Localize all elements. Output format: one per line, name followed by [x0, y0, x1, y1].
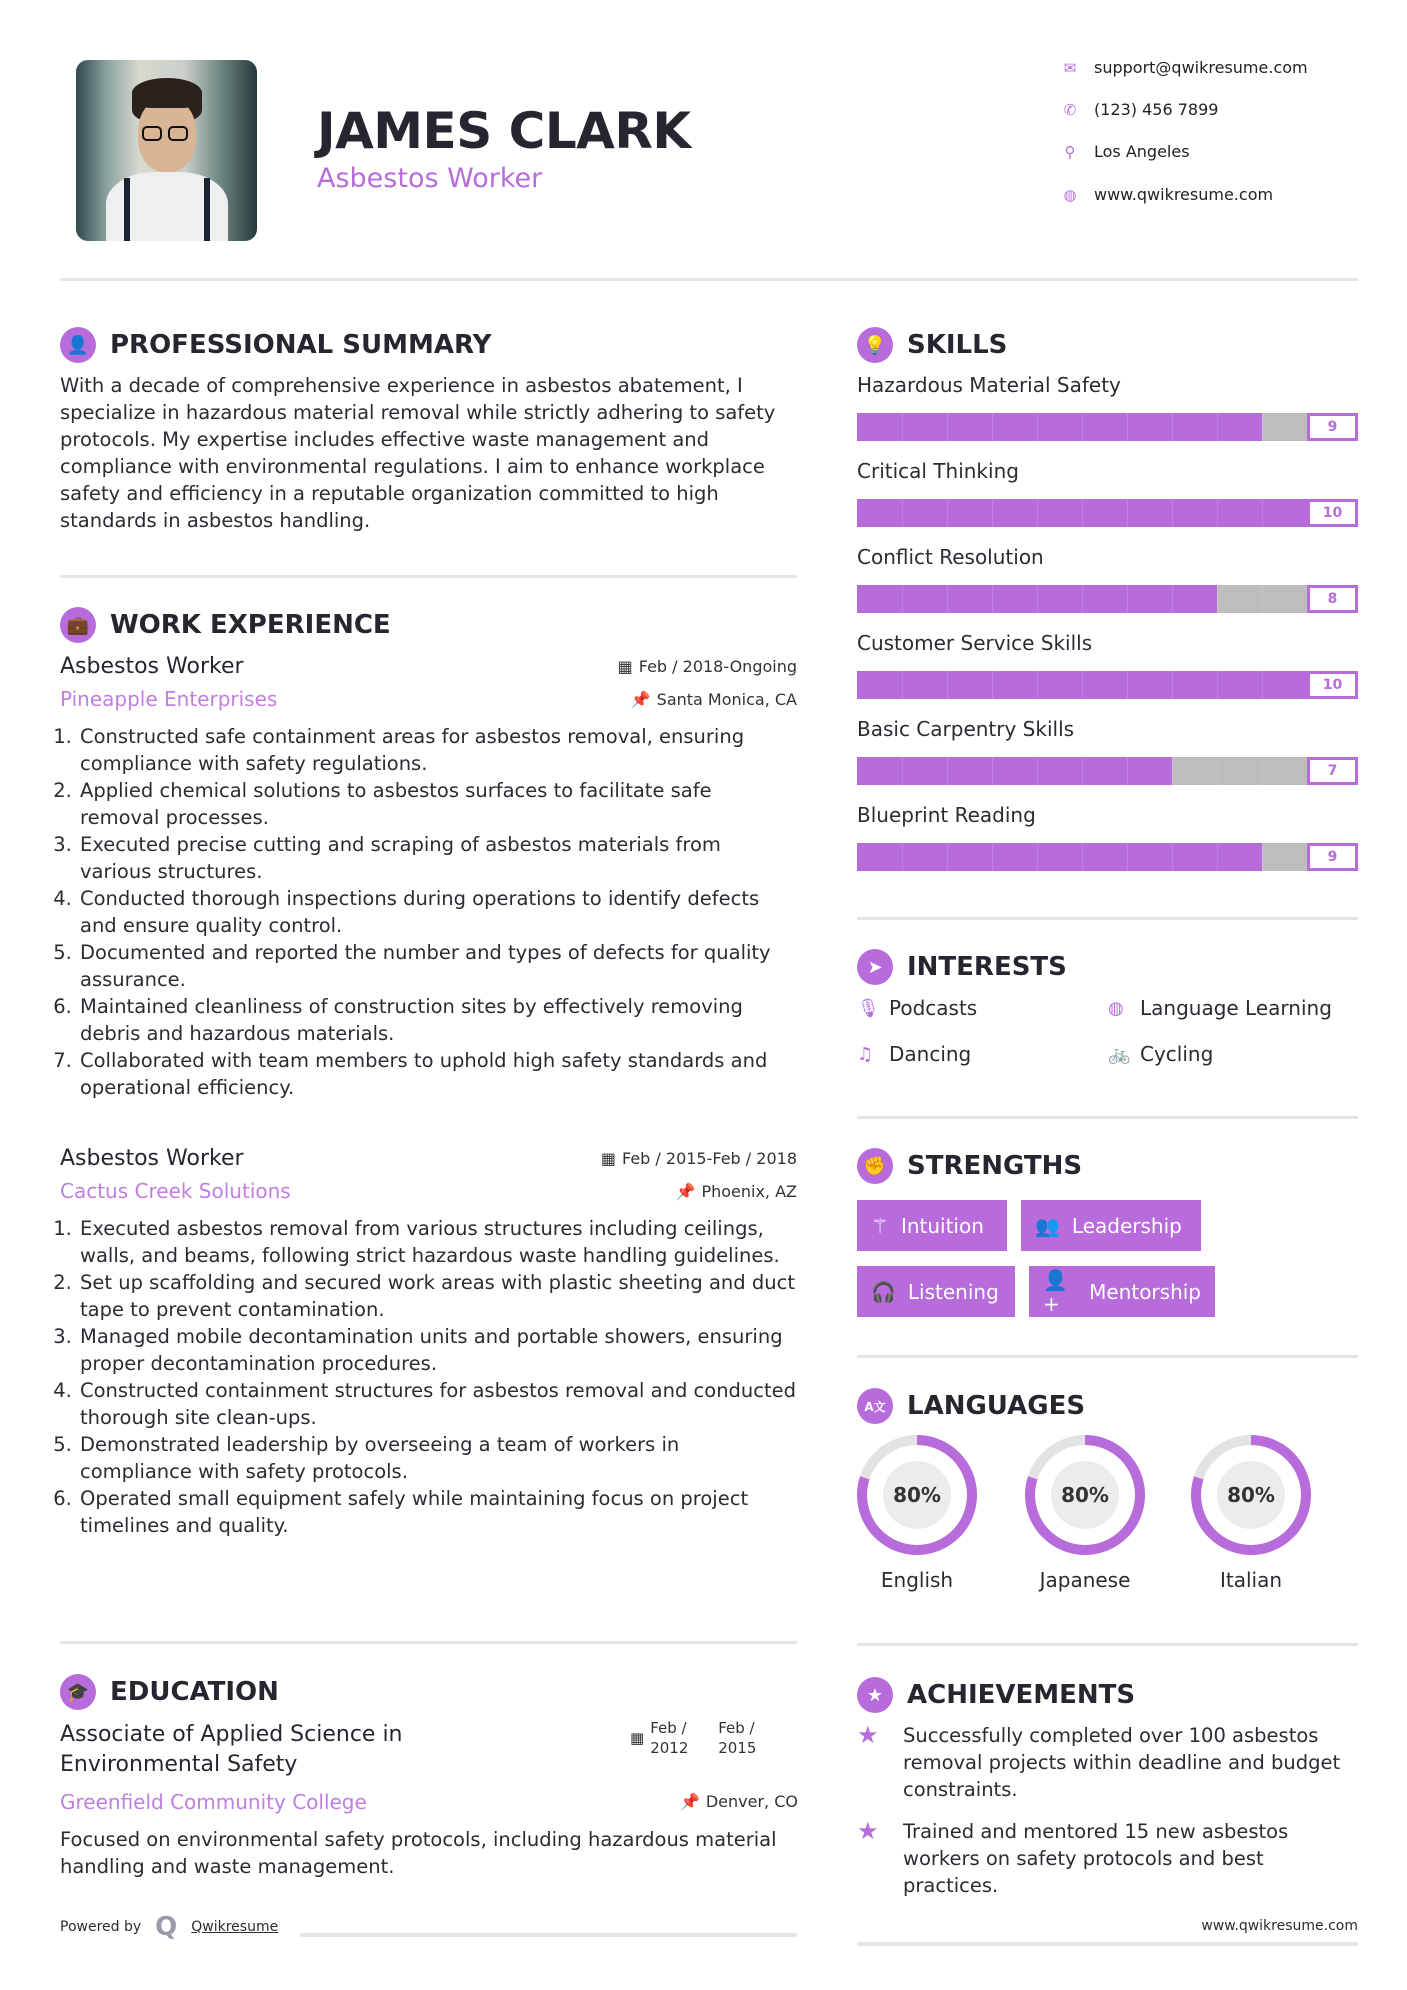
skill-bar-fill — [857, 757, 1172, 785]
candidate-name: JAMES CLARK — [317, 102, 691, 160]
phone-text: (123) 456 7899 — [1094, 100, 1219, 119]
language-item — [1186, 1434, 1316, 1592]
skill-bar — [857, 843, 1358, 871]
skill-level-value: 8 — [1307, 585, 1358, 613]
skills-heading: 💡 SKILLS — [857, 327, 1007, 363]
pin-icon: 📌 — [630, 689, 651, 709]
skill-bar-segment — [1172, 499, 1173, 527]
skill-bar-segment — [1127, 585, 1128, 613]
skill-bar — [857, 499, 1358, 527]
star-badge-icon: ★ — [857, 1677, 893, 1713]
language-icon: A文 — [857, 1388, 893, 1424]
skill-name: Critical Thinking — [857, 459, 1019, 483]
skill-bar-segment — [1082, 671, 1083, 699]
summary-text: With a decade of comprehensive experience in asbestos abatement, I specialize in hazardous material removal while strictly adhering to safety protocols. My expertise includes effective waste management and compliance with environmental regulations. I aim to enhance workplace safety and efficiency in a reputable organization committed to high standards in asbestos handling. — [60, 374, 776, 532]
skill-bar-segment — [992, 843, 993, 871]
map-marker-icon: ⚲ — [1064, 142, 1076, 161]
skill-name: Conflict Resolution — [857, 545, 1044, 569]
skill-bar-segment — [902, 671, 903, 699]
skill-bar — [857, 413, 1358, 441]
skill-bar-segment — [1217, 843, 1218, 871]
work-heading: 💼 WORK EXPERIENCE — [60, 607, 391, 643]
skill-bar-segment — [1082, 585, 1083, 613]
skill-bar-segment — [1217, 585, 1218, 613]
skill-bar-segment — [1127, 843, 1128, 871]
contact-location — [1060, 142, 1190, 161]
skill-bar-segment — [1217, 757, 1218, 785]
skill-bar-fill — [857, 843, 1262, 871]
calendar-icon: ▦ — [600, 1149, 616, 1168]
job-location: 📌 Santa Monica, CA — [630, 689, 797, 709]
calendar-icon: ▦ — [617, 657, 633, 676]
language-percent: 80% — [893, 1483, 941, 1507]
skill-bar-segment — [1127, 757, 1128, 785]
bullet-item: 2. Set up scaffolding and secured work areas with plastic sheeting and duct tape to prevent contamination. — [78, 1269, 797, 1323]
skill-level-value: 9 — [1307, 413, 1358, 441]
bullet-item: 5. Documented and reported the number and types of defects for quality assurance. — [78, 939, 797, 993]
job-title: Asbestos Worker — [60, 654, 244, 679]
phone-icon: ✆ — [1063, 100, 1077, 119]
music-icon: ♫ — [857, 1043, 874, 1065]
footer-line — [857, 1942, 1358, 1946]
email-text: support@qwikresume.com — [1094, 58, 1308, 77]
skill-bar-segment — [1127, 671, 1128, 699]
education-location: 📌 Denver, CO — [679, 1792, 798, 1811]
qwikresume-logo-icon: Q — [155, 1912, 178, 1942]
skill-bar-segment — [1082, 413, 1083, 441]
divider — [857, 1643, 1358, 1646]
end-date: Feb / 2015 — [718, 1719, 757, 1757]
education-dates — [630, 1718, 770, 1758]
achievement-item: ★ Successfully completed over 100 asbestos removal projects within deadline and budget constraints. — [857, 1721, 1341, 1801]
job-entry — [60, 1146, 797, 1539]
language-name: Italian — [1219, 1568, 1283, 1592]
qwikresume-link[interactable]: Qwikresume — [191, 1919, 279, 1935]
skill-bar-segment — [992, 413, 993, 441]
skill-bar-segment — [1217, 671, 1218, 699]
footer-website[interactable]: www.qwikresume.com — [1201, 1918, 1358, 1934]
bullet-item: 3. Executed precise cutting and scraping of asbestos materials from various structures. — [78, 831, 797, 885]
skill-bar-segment — [902, 757, 903, 785]
calendar-icon: ▦ — [630, 1729, 645, 1747]
divider — [60, 575, 797, 578]
skill-bar-segment — [992, 499, 993, 527]
company-name: Pineapple Enterprises — [60, 687, 278, 711]
envelope-icon: ✉ — [1063, 58, 1077, 77]
skill-bar-segment — [1217, 499, 1218, 527]
briefcase-icon: 💼 — [60, 607, 96, 643]
contact-phone — [1060, 100, 1218, 119]
bullet-item: 3. Managed mobile decontamination units and portable showers, ensuring proper decontamination procedures. — [78, 1323, 797, 1377]
language-donut — [1024, 1434, 1146, 1556]
achievement-item: ★ Trained and mentored 15 new asbestos workers on safety protocols and best practices. — [857, 1817, 1289, 1897]
fist-icon: ✊ — [857, 1148, 893, 1184]
education-heading: 🎓 EDUCATION — [60, 1674, 279, 1710]
skill-bar-segment — [992, 671, 993, 699]
skill-name: Blueprint Reading — [857, 803, 1036, 827]
skill-bar-segment — [947, 413, 948, 441]
skill-bar-segment — [947, 671, 948, 699]
bullet-item: 7. Collaborated with team members to uphold high safety standards and operational efficiency. — [78, 1047, 797, 1101]
skill-name: Basic Carpentry Skills — [857, 717, 1075, 741]
strength-tag: 🎧 Listening — [857, 1266, 1015, 1317]
interest-item: 🎙 Podcasts — [857, 996, 978, 1020]
contact-email[interactable] — [1060, 58, 1308, 77]
header-divider — [60, 278, 1358, 281]
interests-heading: ➤ INTERESTS — [857, 949, 1067, 985]
divider — [857, 1116, 1358, 1119]
language-item — [1020, 1434, 1150, 1592]
pin-icon: 📌 — [675, 1181, 696, 1201]
powered-by — [60, 1912, 278, 1942]
summary-heading: 👤 PROFESSIONAL SUMMARY — [60, 327, 491, 363]
powered-by-label: Powered by — [60, 1919, 142, 1935]
language-percent: 80% — [1061, 1483, 1109, 1507]
skill-bar-segment — [1082, 757, 1083, 785]
skill-bar-segment — [947, 499, 948, 527]
interest-item: ◍ Language Learning — [1108, 996, 1332, 1020]
skill-level-value: 10 — [1307, 671, 1358, 699]
website-text: www.qwikresume.com — [1094, 185, 1274, 204]
bullet-item: 5. Demonstrated leadership by overseeing a team of workers in compliance with safety protocols. — [78, 1431, 797, 1485]
school-name: Greenfield Community College — [60, 1790, 367, 1814]
bullet-item: 4. Constructed containment structures for asbestos removal and conducted thorough site clean-ups. — [78, 1377, 797, 1431]
user-plus-icon: 👤+ — [1043, 1267, 1068, 1316]
languages-heading: A文 LANGUAGES — [857, 1388, 1085, 1424]
language-percent: 80% — [1227, 1483, 1275, 1507]
location-text: Los Angeles — [1094, 142, 1190, 161]
globe-icon: ◍ — [1108, 997, 1124, 1019]
bullet-item: 6. Maintained cleanliness of construction sites by effectively removing debris and hazardous materials. — [78, 993, 797, 1047]
skill-bar-segment — [992, 585, 993, 613]
strength-tag: 👤+ Mentorship — [1029, 1266, 1215, 1317]
job-date: ▦ Feb / 2018-Ongoing — [617, 657, 797, 676]
bicycle-icon: 🚲 — [1108, 1043, 1131, 1065]
skill-name: Customer Service Skills — [857, 631, 1093, 655]
skill-bar-segment — [1082, 499, 1083, 527]
job-entry — [60, 654, 797, 1101]
interest-item: 🚲 Cycling — [1108, 1042, 1214, 1066]
bullet-item: 2. Applied chemical solutions to asbestos surfaces to facilitate safe removal processes. — [78, 777, 797, 831]
skill-bar-segment — [1172, 671, 1173, 699]
language-name: English — [880, 1568, 954, 1592]
divider — [857, 1355, 1358, 1358]
skill-name: Hazardous Material Safety — [857, 373, 1121, 397]
divider — [60, 1641, 797, 1644]
language-donut — [1190, 1434, 1312, 1556]
star-icon: ★ — [857, 1817, 879, 1845]
candidate-title: Asbestos Worker — [317, 163, 543, 194]
profile-photo — [76, 60, 257, 241]
start-date: Feb / 2012 — [650, 1719, 689, 1757]
user-icon: 👤 — [60, 327, 96, 363]
skill-level-value: 10 — [1307, 499, 1358, 527]
language-item — [852, 1434, 982, 1592]
skill-bar-segment — [1037, 757, 1038, 785]
bullet-item: 4. Conducted thorough inspections during operations to identify defects and ensure quality control. — [78, 885, 797, 939]
skill-bar-segment — [1037, 843, 1038, 871]
skill-bar-segment — [902, 499, 903, 527]
skill-bar — [857, 757, 1358, 785]
skill-bar-segment — [1037, 499, 1038, 527]
skill-bar — [857, 671, 1358, 699]
lightbulb-icon: 💡 — [857, 327, 893, 363]
strength-tag: ⚚ Intuition — [857, 1200, 1007, 1251]
bullet-item: 1. Constructed safe containment areas for asbestos removal, ensuring compliance with safety regulations. — [78, 723, 797, 777]
contact-website[interactable] — [1060, 185, 1273, 204]
bullet-item: 6. Operated small equipment safely while maintaining focus on project timelines and quality. — [78, 1485, 797, 1539]
footer-line — [300, 1933, 797, 1937]
skill-bar-segment — [1037, 413, 1038, 441]
skill-bar-segment — [1172, 585, 1173, 613]
job-location: 📌 Phoenix, AZ — [675, 1181, 797, 1201]
headphones-icon: 🎧 — [871, 1279, 896, 1304]
skill-bar-segment — [1262, 413, 1263, 441]
education-description: Focused on environmental safety protocols, including hazardous material handling and waste management. — [60, 1828, 777, 1878]
job-bullets — [60, 723, 797, 1101]
magic-wand-icon: ⚚ — [871, 1213, 889, 1238]
skill-bar-segment — [902, 585, 903, 613]
skill-bar-segment — [947, 757, 948, 785]
strengths-heading: ✊ STRENGTHS — [857, 1148, 1082, 1184]
skill-bar-segment — [1172, 757, 1173, 785]
microphone-icon: 🎙 — [857, 997, 880, 1019]
skill-bar-segment — [1082, 843, 1083, 871]
job-date: ▦ Feb / 2015-Feb / 2018 — [600, 1149, 797, 1168]
bullet-item: 1. Executed asbestos removal from various structures including ceilings, walls, and beams, following strict hazardous waste handling guidelines. — [78, 1215, 797, 1269]
paper-plane-icon: ➤ — [857, 949, 893, 985]
skill-bar-segment — [1262, 499, 1263, 527]
job-bullets — [60, 1215, 797, 1539]
language-donut — [856, 1434, 978, 1556]
skill-bar-segment — [902, 843, 903, 871]
divider — [857, 917, 1358, 920]
skill-bar — [857, 585, 1358, 613]
users-icon: 👥 — [1035, 1213, 1060, 1238]
skill-bar-fill — [857, 413, 1262, 441]
globe-icon: ◍ — [1063, 185, 1077, 204]
skill-bar-segment — [1262, 585, 1263, 613]
skill-bar-segment — [1037, 585, 1038, 613]
skill-bar-segment — [1262, 843, 1263, 871]
skill-bar-segment — [1172, 413, 1173, 441]
interest-item: ♫ Dancing — [857, 1042, 972, 1066]
skill-bar-segment — [1217, 413, 1218, 441]
star-icon: ★ — [857, 1721, 879, 1749]
skill-bar-segment — [1262, 671, 1263, 699]
skill-level-value: 7 — [1307, 757, 1358, 785]
skill-bar-segment — [1262, 757, 1263, 785]
skill-bar-segment — [1172, 843, 1173, 871]
language-name: Japanese — [1039, 1568, 1131, 1592]
skill-bar-segment — [992, 757, 993, 785]
company-name: Cactus Creek Solutions — [60, 1179, 291, 1203]
graduate-icon: 🎓 — [60, 1674, 96, 1710]
skill-bar-segment — [947, 843, 948, 871]
strength-tag: 👥 Leadership — [1021, 1200, 1201, 1251]
skill-bar-segment — [947, 585, 948, 613]
degree: Associate of Applied Science in Environmental Safety — [60, 1722, 403, 1777]
job-title: Asbestos Worker — [60, 1146, 244, 1171]
pin-icon: 📌 — [679, 1792, 700, 1811]
skill-bar-segment — [902, 413, 903, 441]
skill-bar-segment — [1037, 671, 1038, 699]
skill-bar-segment — [1127, 413, 1128, 441]
skill-level-value: 9 — [1307, 843, 1358, 871]
achievements-heading: ★ ACHIEVEMENTS — [857, 1677, 1135, 1713]
skill-bar-segment — [1127, 499, 1128, 527]
